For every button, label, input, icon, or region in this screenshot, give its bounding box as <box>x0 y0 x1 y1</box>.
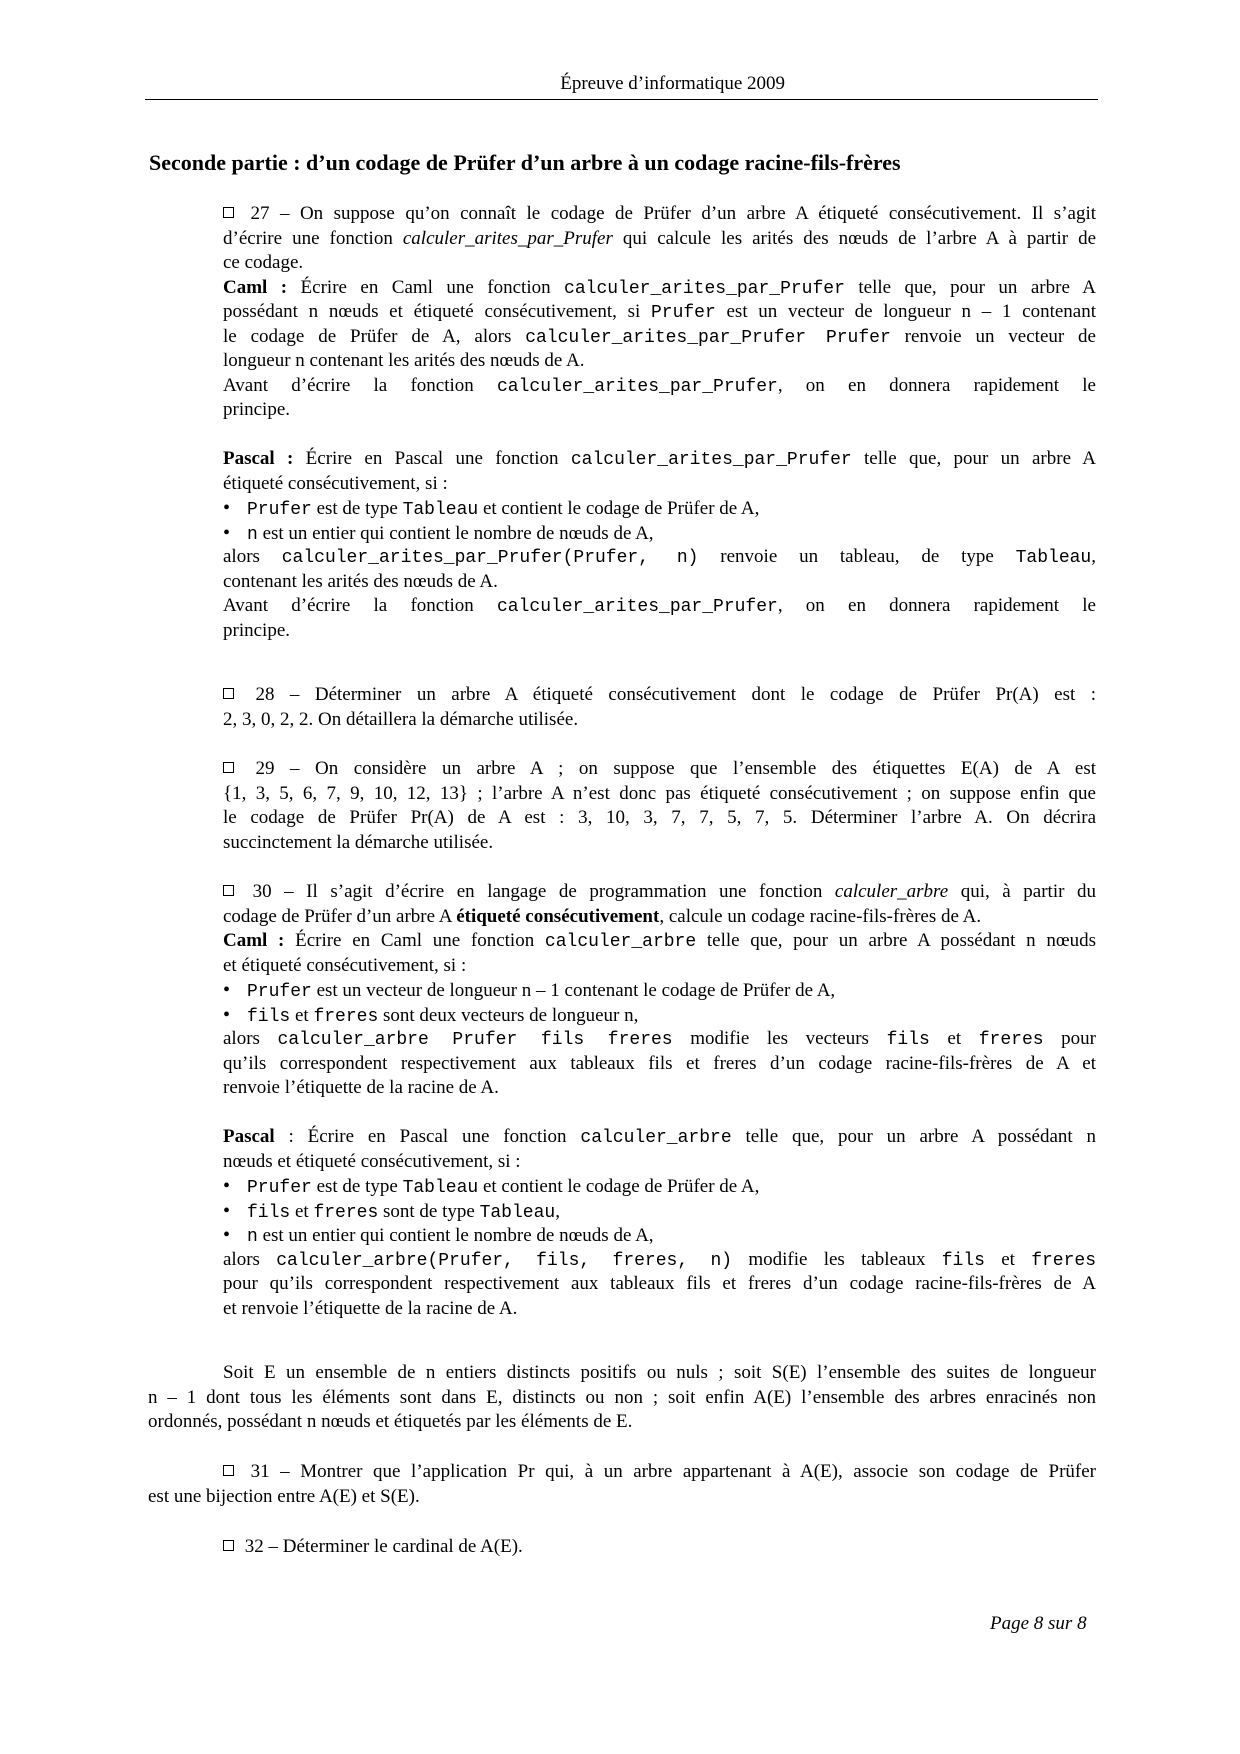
bullet-icon <box>223 1223 247 1249</box>
bullet-icon <box>223 1003 247 1029</box>
q27-caml-line-1: Caml : Écrire en Caml une fonction calculer_arites_par_Prufer telle que, pour un arbre A <box>223 276 1096 299</box>
q30-pascal-line-4: pour qu’ils correspondent respectivement aux tableaux fils et freres d’un codage racine-fils-frères de A <box>223 1273 1096 1294</box>
q27-pascal-line-6: principe. <box>223 619 291 641</box>
q30-caml-line-2: et étiqueté consécutivement, si : <box>223 954 467 976</box>
q28-line-1: 28 – Déterminer un arbre A étiqueté consécutivement dont le codage de Prüfer Pr(A) est : <box>223 683 1096 708</box>
q32-line-1: 32 – Déterminer le cardinal de A(E). <box>148 1535 1096 1560</box>
question-27 <box>223 202 1096 643</box>
bullet-icon <box>223 1199 247 1225</box>
q29-line-2: {1, 3, 5, 6, 7, 9, 10, 12, 13} ; l’arbre A n’est donc pas étiqueté consécutivement ; on suppose enfin que <box>223 782 1096 804</box>
q27-pascal-line-2: étiqueté consécutivement, si : <box>223 472 448 494</box>
q30-pascal-bullet-2: •fils et freres sont de type Tableau, <box>223 1199 1096 1224</box>
q30-line-2: codage de Prüfer d’un arbre A étiqueté consécutivement, calcule un codage racine-fils-frères de A. <box>223 905 982 927</box>
q31-line-2: est une bijection entre A(E) et S(E). <box>148 1485 420 1507</box>
spacer <box>223 1101 1096 1126</box>
q30-caml-line-5: renvoie l’étiquette de la racine de A. <box>223 1077 499 1098</box>
q30-caml-bullet-2: •fils et freres sont deux vecteurs de longueur n, <box>223 1003 1096 1028</box>
definitions-paragraph <box>148 1361 1096 1435</box>
q30-pascal-line-5: et renvoie l’étiquette de la racine de A. <box>223 1297 518 1319</box>
q30-caml-line-3: alors calculer_arbre Prufer fils freres modifie les vecteurs fils et freres pour <box>223 1028 1097 1050</box>
q29-line-4: succinctement la démarche utilisée. <box>223 831 494 853</box>
q27-line-2: d’écrire une fonction calculer_arites_par_Prufer qui calcule les arités des nœuds de l’arbre A à partir de <box>223 227 1096 249</box>
q30-caml-line-4: qu’ils correspondent respectivement aux tableaux fils et freres d’un codage racine-fils-frères de A et <box>223 1052 1096 1074</box>
question-32 <box>148 1535 1096 1560</box>
q27-caml-line-4: longueur n contenant les arités des nœuds de A. <box>223 350 585 371</box>
checkbox-icon <box>223 688 234 699</box>
q27-pascal-bullet-1: •Prufer est de type Tableau et contient le codage de Prüfer de A, <box>223 496 1096 521</box>
q27-line-1: 27 – On suppose qu’on connaît le codage de Prüfer d’un arbre A étiqueté consécutivement. Il s’agit <box>223 202 1096 227</box>
question-30 <box>223 880 1096 1321</box>
checkbox-icon <box>223 1540 234 1551</box>
q30-pascal-line-3: alors calculer_arbre(Prufer, fils, freres, n) modifie les tableaux fils et freres <box>223 1248 1097 1271</box>
checkbox-icon <box>223 1465 234 1476</box>
spacer <box>223 423 1096 448</box>
q27-caml-line-3: le codage de Prüfer de A, alors calculer_arites_par_Prufer Prufer renvoie un vecteur de <box>223 325 1096 348</box>
q27-caml-line-5: Avant d’écrire la fonction calculer_arites_par_Prufer, on en donnera rapidement le <box>223 374 1096 397</box>
q30-pascal-line-1: Pascal : Écrire en Pascal une fonction calculer_arbre telle que, pour un arbre A possédant n <box>223 1126 1096 1148</box>
q27-pascal-line-5: Avant d’écrire la fonction calculer_arites_par_Prufer, on en donnera rapidement le <box>223 595 1096 617</box>
bullet-icon <box>223 521 247 547</box>
soit-line-3: ordonnés, possédant n nœuds et étiquetés par les éléments de E. <box>148 1411 633 1432</box>
question-28 <box>223 683 1096 732</box>
q28-line-2: 2, 3, 0, 2, 2. On détaillera la démarche utilisée. <box>223 708 579 730</box>
q30-pascal-bullet-3: •n est un entier qui contient le nombre de nœuds de A, <box>223 1223 1096 1248</box>
checkbox-icon <box>223 762 234 773</box>
section-title: Seconde partie : d’un codage de Prüfer d’un arbre à un codage racine-fils-frères <box>149 150 901 175</box>
page-number: Page 8 sur 8 <box>990 1613 1087 1634</box>
header-rule <box>145 99 1098 100</box>
question-31 <box>148 1460 1096 1509</box>
q31-line-1: 31 – Montrer que l’application Pr qui, à un arbre appartenant à A(E), associe son codage de Prüfer <box>148 1460 1096 1485</box>
question-29 <box>223 757 1096 855</box>
q29-line-3: le codage de Prüfer Pr(A) de A est : 3, 10, 3, 7, 7, 5, 7, 5. Déterminer l’arbre A. On décrira <box>223 807 1096 828</box>
q27-pascal-bullet-2: •n est un entier qui contient le nombre de nœuds de A, <box>223 521 1096 546</box>
q27-pascal-line-4: contenant les arités des nœuds de A. <box>223 570 498 592</box>
q27-pascal-line-1: Pascal : Écrire en Pascal une fonction calculer_arites_par_Prufer telle que, pour un arbre A <box>223 448 1096 470</box>
soit-line-1: Soit E un ensemble de n entiers distincts positifs ou nuls ; soit S(E) l’ensemble des suites de longueur <box>223 1362 1096 1383</box>
q30-caml-line-1: Caml : Écrire en Caml une fonction calculer_arbre telle que, pour un arbre A possédant n nœuds <box>223 930 1096 952</box>
q27-line-3: ce codage. <box>223 252 304 273</box>
checkbox-icon <box>223 885 234 896</box>
bullet-icon <box>223 978 247 1004</box>
q30-pascal-bullet-1: •Prufer est de type Tableau et contient le codage de Prüfer de A, <box>223 1174 1096 1199</box>
bullet-icon <box>223 496 247 522</box>
q30-pascal-line-2: nœuds et étiqueté consécutivement, si : <box>223 1150 521 1172</box>
soit-line-2: n – 1 dont tous les éléments sont dans E, distincts ou non ; soit enfin A(E) l’ensemble des arbres enracinés non <box>148 1386 1096 1408</box>
bullet-icon <box>223 1174 247 1200</box>
page-header: Épreuve d’informatique 2009 <box>560 73 785 94</box>
q30-line-1: 30 – Il s’agit d’écrire en langage de programmation une fonction calculer_arbre qui, à partir du <box>223 880 1096 905</box>
q30-caml-bullet-1: •Prufer est un vecteur de longueur n – 1 contenant le codage de Prüfer de A, <box>223 978 1096 1003</box>
q29-line-1: 29 – On considère un arbre A ; on suppose que l’ensemble des étiquettes E(A) de A est <box>223 757 1096 782</box>
q27-caml-line-6: principe. <box>223 399 291 420</box>
checkbox-icon <box>223 207 234 218</box>
q27-pascal-line-3: alors calculer_arites_par_Prufer(Prufer, n) renvoie un tableau, de type Tableau, <box>223 546 1096 568</box>
q27-caml-line-2: possédant n nœuds et étiqueté consécutivement, si Prufer est un vecteur de longueur n – 1 contenant <box>223 301 1097 323</box>
